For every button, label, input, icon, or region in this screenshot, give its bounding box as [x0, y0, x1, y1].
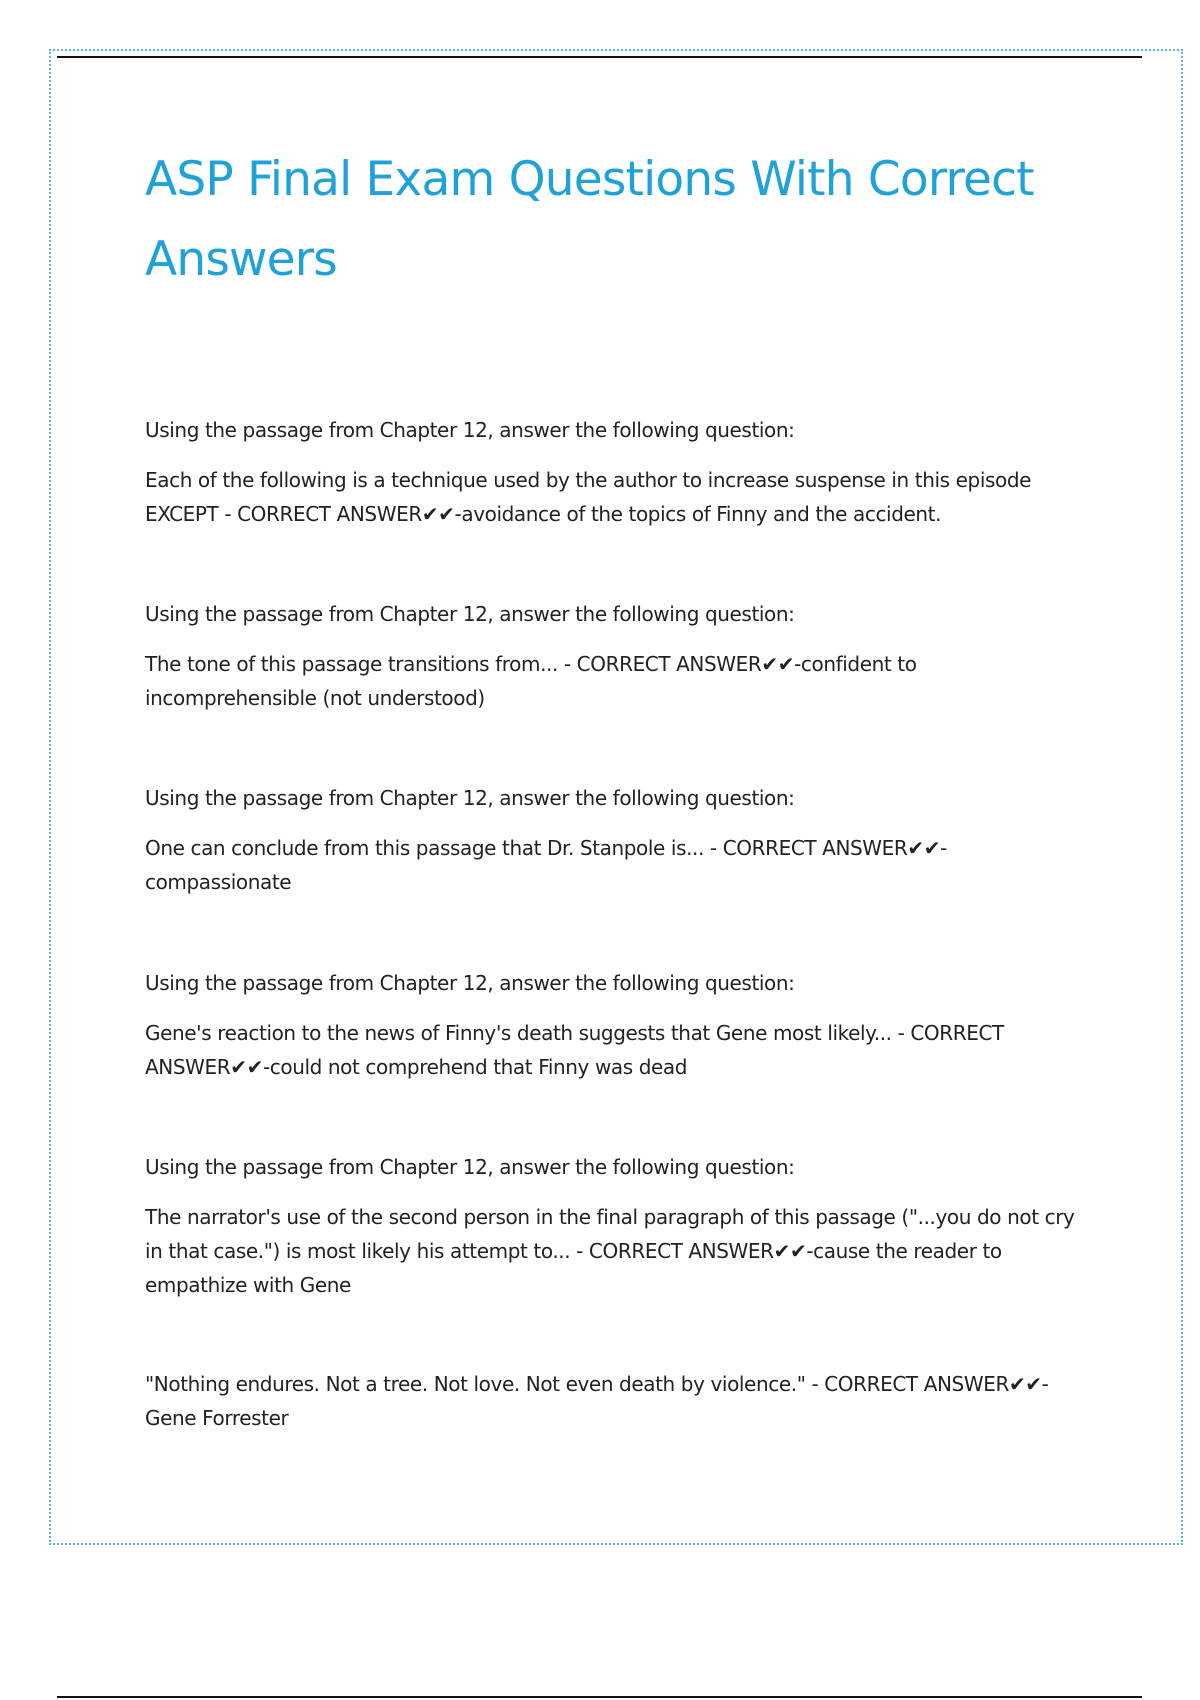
question-prompt: Using the passage from Chapter 12, answer the following question:	[145, 971, 795, 995]
question-block-2	[145, 597, 1075, 715]
question-block-3	[145, 781, 1075, 899]
question-block-1	[145, 413, 1075, 531]
question-answer-text: The tone of this passage transitions from... - CORRECT ANSWER✔✔-confident to incomprehensible (not understood)	[145, 652, 917, 710]
question-prompt: Using the passage from Chapter 12, answer the following question:	[145, 1155, 795, 1179]
question-answer-text: Gene's reaction to the news of Finny's death suggests that Gene most likely... - CORRECT ANSWER✔✔-could not comprehend that Finny was dead	[145, 1021, 1004, 1079]
question-prompt: Using the passage from Chapter 12, answer the following question:	[145, 418, 795, 442]
question-answer-text: "Nothing endures. Not a tree. Not love. Not even death by violence." - CORRECT ANSWER✔✔-Gene Forrester	[145, 1372, 1049, 1430]
bottom-divider	[57, 1696, 1142, 1698]
question-prompt: Using the passage from Chapter 12, answer the following question:	[145, 786, 795, 810]
document-title: ASP Final Exam Questions With Correct Answers	[145, 152, 1034, 287]
question-block-6	[145, 1367, 1075, 1435]
top-divider	[57, 56, 1142, 58]
question-block-4	[145, 966, 1075, 1084]
question-prompt: Using the passage from Chapter 12, answer the following question:	[145, 602, 795, 626]
question-answer-text: Each of the following is a technique used by the author to increase suspense in this episode EXCEPT - CORRECT ANSWER✔✔-avoidance of the topics of Finny and the accident.	[145, 468, 1032, 526]
question-answer-text: The narrator's use of the second person in the final paragraph of this passage ("...you do not cry in that case.") is most likely his attempt to... - CORRECT ANSWER✔✔-cause the reader to empathize with Gene	[145, 1205, 1075, 1297]
question-answer-text: One can conclude from this passage that Dr. Stanpole is... - CORRECT ANSWER✔✔-compassionate	[145, 836, 947, 894]
question-block-5	[145, 1150, 1075, 1302]
